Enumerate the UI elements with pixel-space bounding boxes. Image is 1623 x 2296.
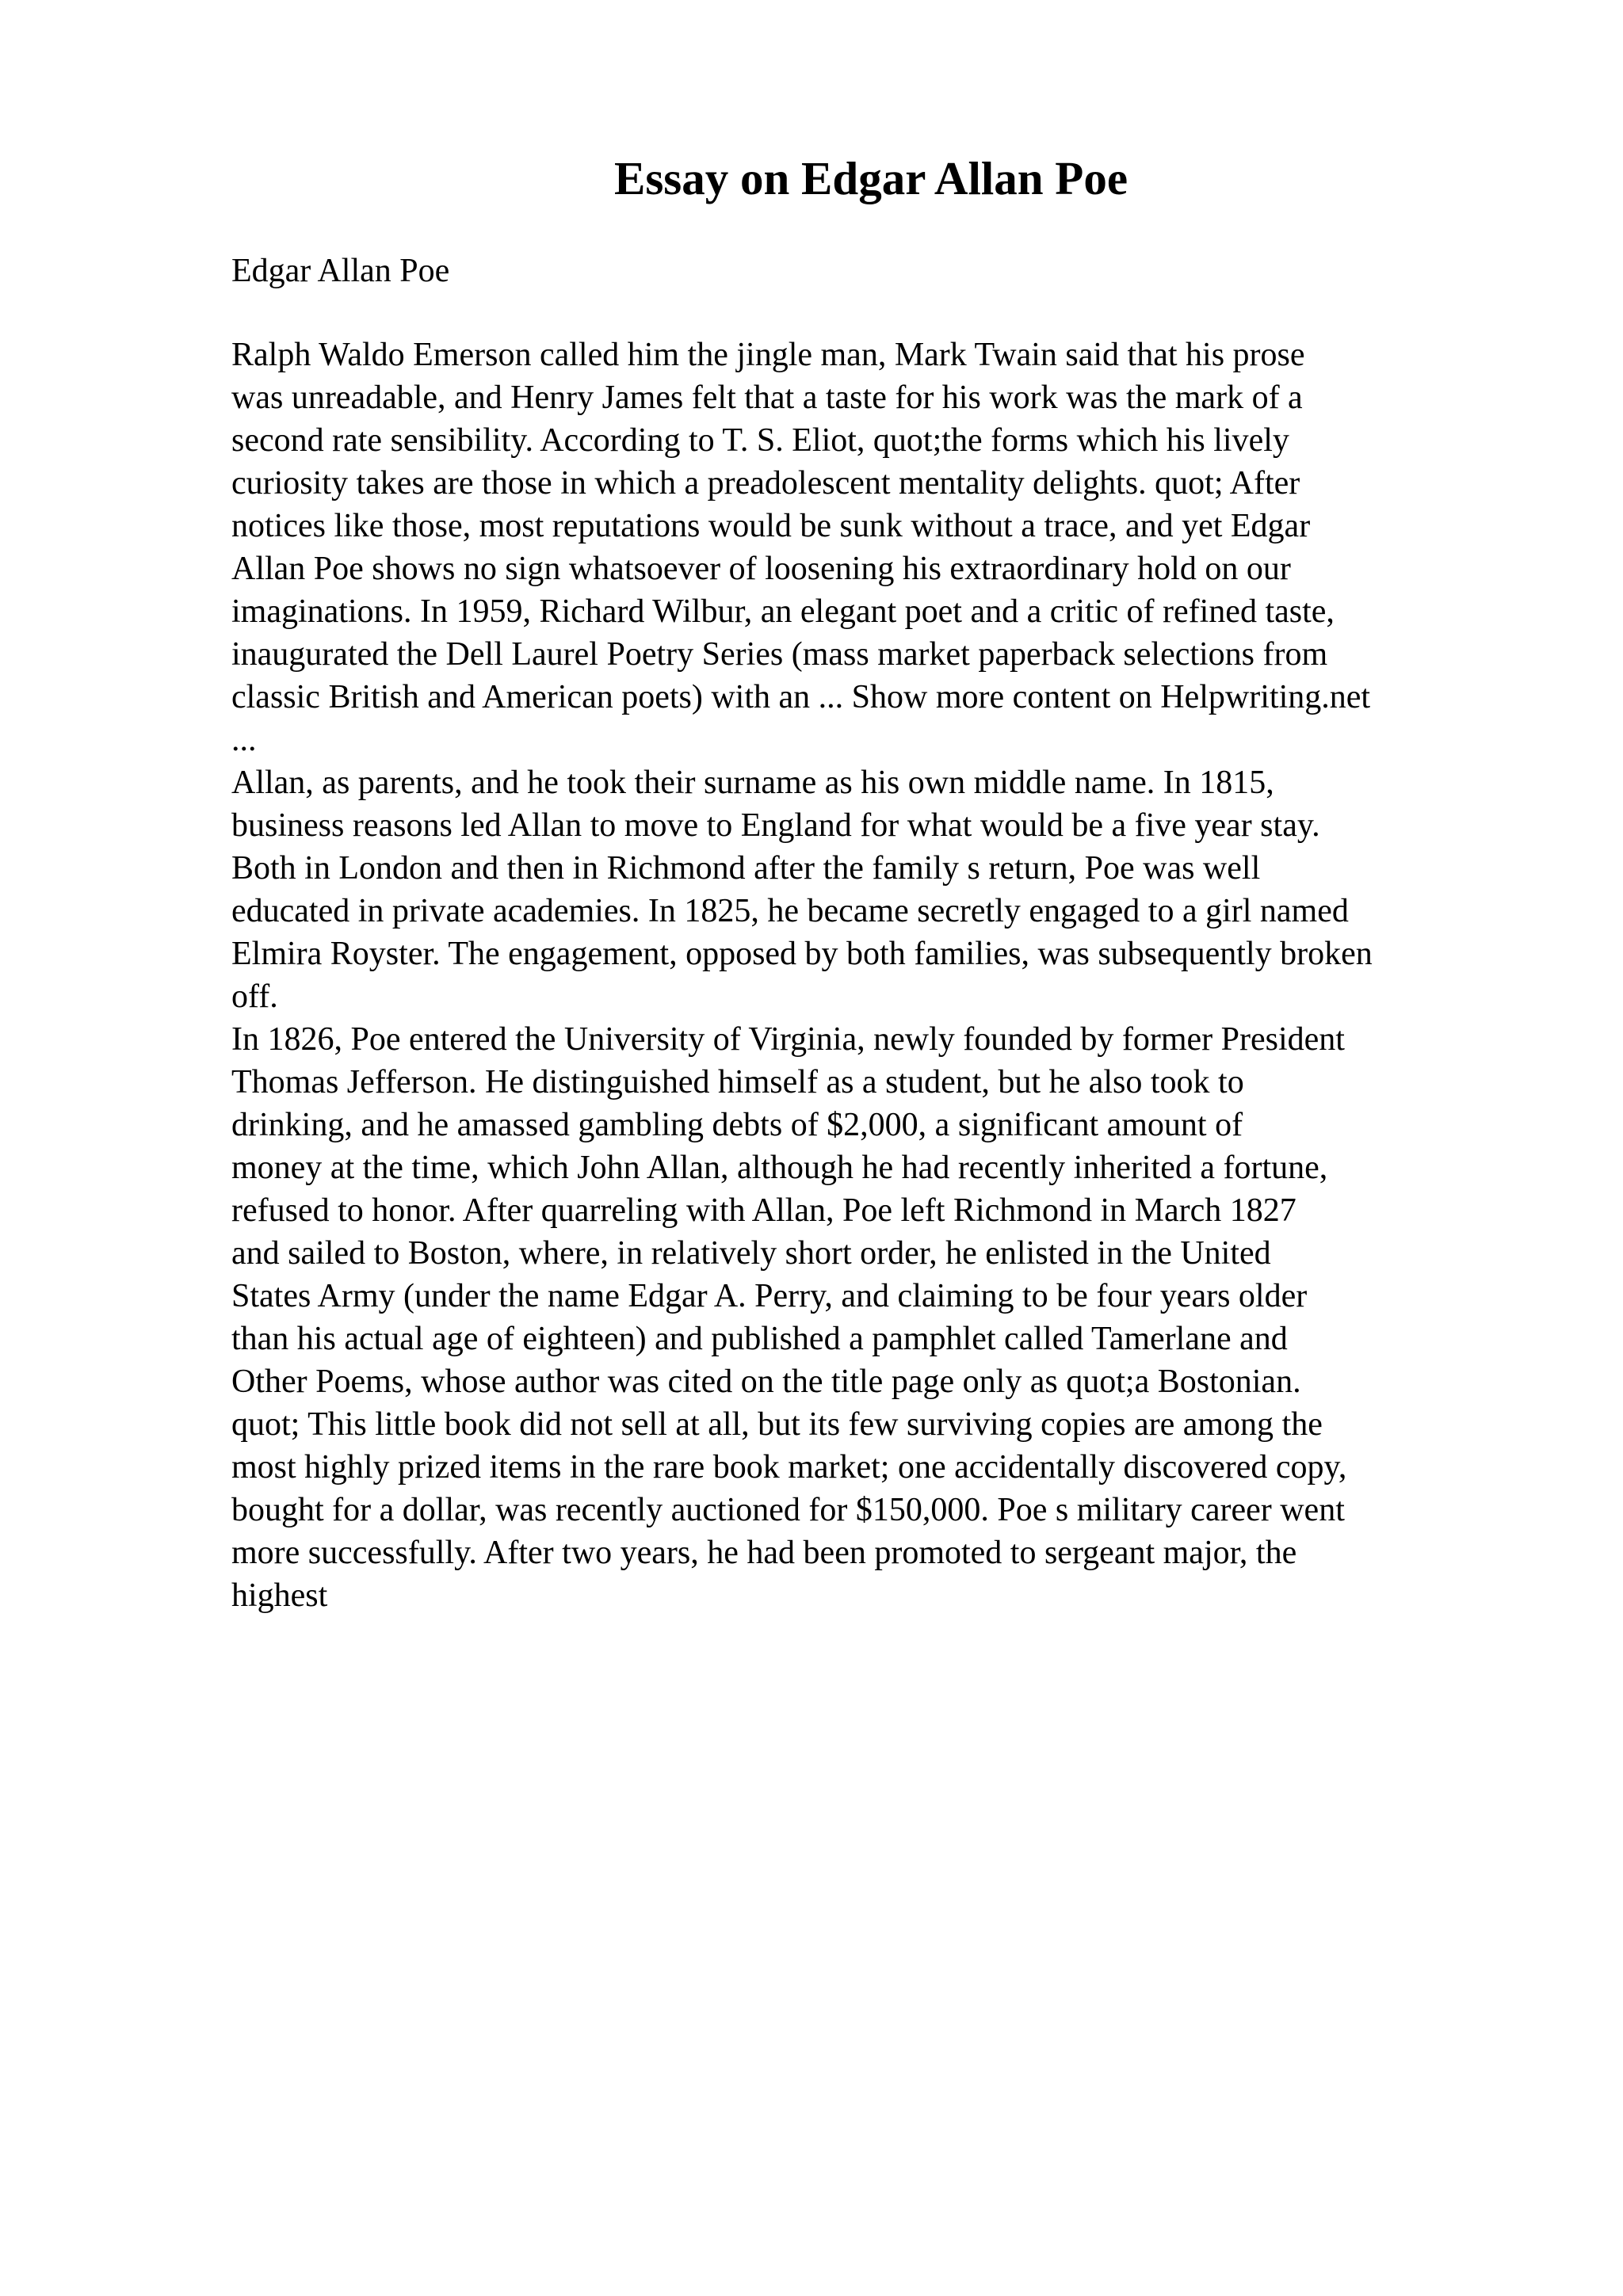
text-line: imaginations. In 1959, Richard Wilbur, an elegant poet and a critic of refined taste, (231, 593, 1335, 630)
text-line: inaugurated the Dell Laurel Poetry Series (mass market paperback selections from (231, 636, 1328, 673)
text-line: was unreadable, and Henry James felt that a taste for his work was the mark of a (231, 379, 1303, 416)
text-line: In 1826, Poe entered the University of Virginia, newly founded by former President (231, 1021, 1345, 1058)
text-line: Allan Poe shows no sign whatsoever of loosening his extraordinary hold on our (231, 551, 1291, 587)
text-line: Other Poems, whose author was cited on the title page only as quot;a Bostonian. (231, 1363, 1301, 1400)
text-line: drinking, and he amassed gambling debts of $2,000, a significant amount of (231, 1107, 1243, 1143)
text-line: second rate sensibility. According to T. S. Eliot, quot;the forms which his lively (231, 422, 1289, 459)
text-line: notices like those, most reputations would be sunk without a trace, and yet Edgar (231, 508, 1311, 544)
text-line: curiosity takes are those in which a preadolescent mentality delights. quot; After (231, 465, 1300, 502)
text-line: educated in private academies. In 1825, he became secretly engaged to a girl named (231, 893, 1349, 929)
document-subtitle: Edgar Allan Poe (231, 253, 450, 289)
text-line: quot; This little book did not sell at all, but its few surviving copies are among the (231, 1406, 1323, 1443)
text-line: money at the time, which John Allan, although he had recently inherited a fortune, (231, 1150, 1328, 1186)
text-line: Both in London and then in Richmond after the family s return, Poe was well (231, 850, 1261, 887)
text-line: more successfully. After two years, he had been promoted to sergeant major, the (231, 1535, 1297, 1571)
text-line: Thomas Jefferson. He distinguished himself as a student, but he also took to (231, 1064, 1244, 1100)
text-line: classic British and American poets) with an ... Show more content on Helpwriting.net (231, 679, 1371, 715)
text-line: highest (231, 1577, 328, 1614)
page-title: Essay on Edgar Allan Poe (613, 152, 1128, 204)
text-line: most highly prized items in the rare book market; one accidentally discovered copy, (231, 1449, 1347, 1486)
text-line: and sailed to Boston, where, in relatively short order, he enlisted in the United (231, 1235, 1271, 1272)
text-line: Elmira Royster. The engagement, opposed by both families, was subsequently broken (231, 936, 1373, 972)
text-line: business reasons led Allan to move to England for what would be a five year stay. (231, 807, 1320, 844)
text-line: Allan, as parents, and he took their surname as his own middle name. In 1815, (231, 765, 1274, 801)
text-line: bought for a dollar, was recently auctioned for $150,000. Poe s military career went (231, 1492, 1345, 1528)
text-line: Ralph Waldo Emerson called him the jingle man, Mark Twain said that his prose (231, 337, 1305, 373)
text-line: ... (231, 722, 257, 758)
text-line: off. (231, 978, 278, 1015)
text-line: refused to honor. After quarreling with Allan, Poe left Richmond in March 1827 (231, 1192, 1296, 1229)
text-line: States Army (under the name Edgar A. Perry, and claiming to be four years older (231, 1278, 1308, 1314)
text-line: than his actual age of eighteen) and published a pamphlet called Tamerlane and (231, 1321, 1288, 1357)
